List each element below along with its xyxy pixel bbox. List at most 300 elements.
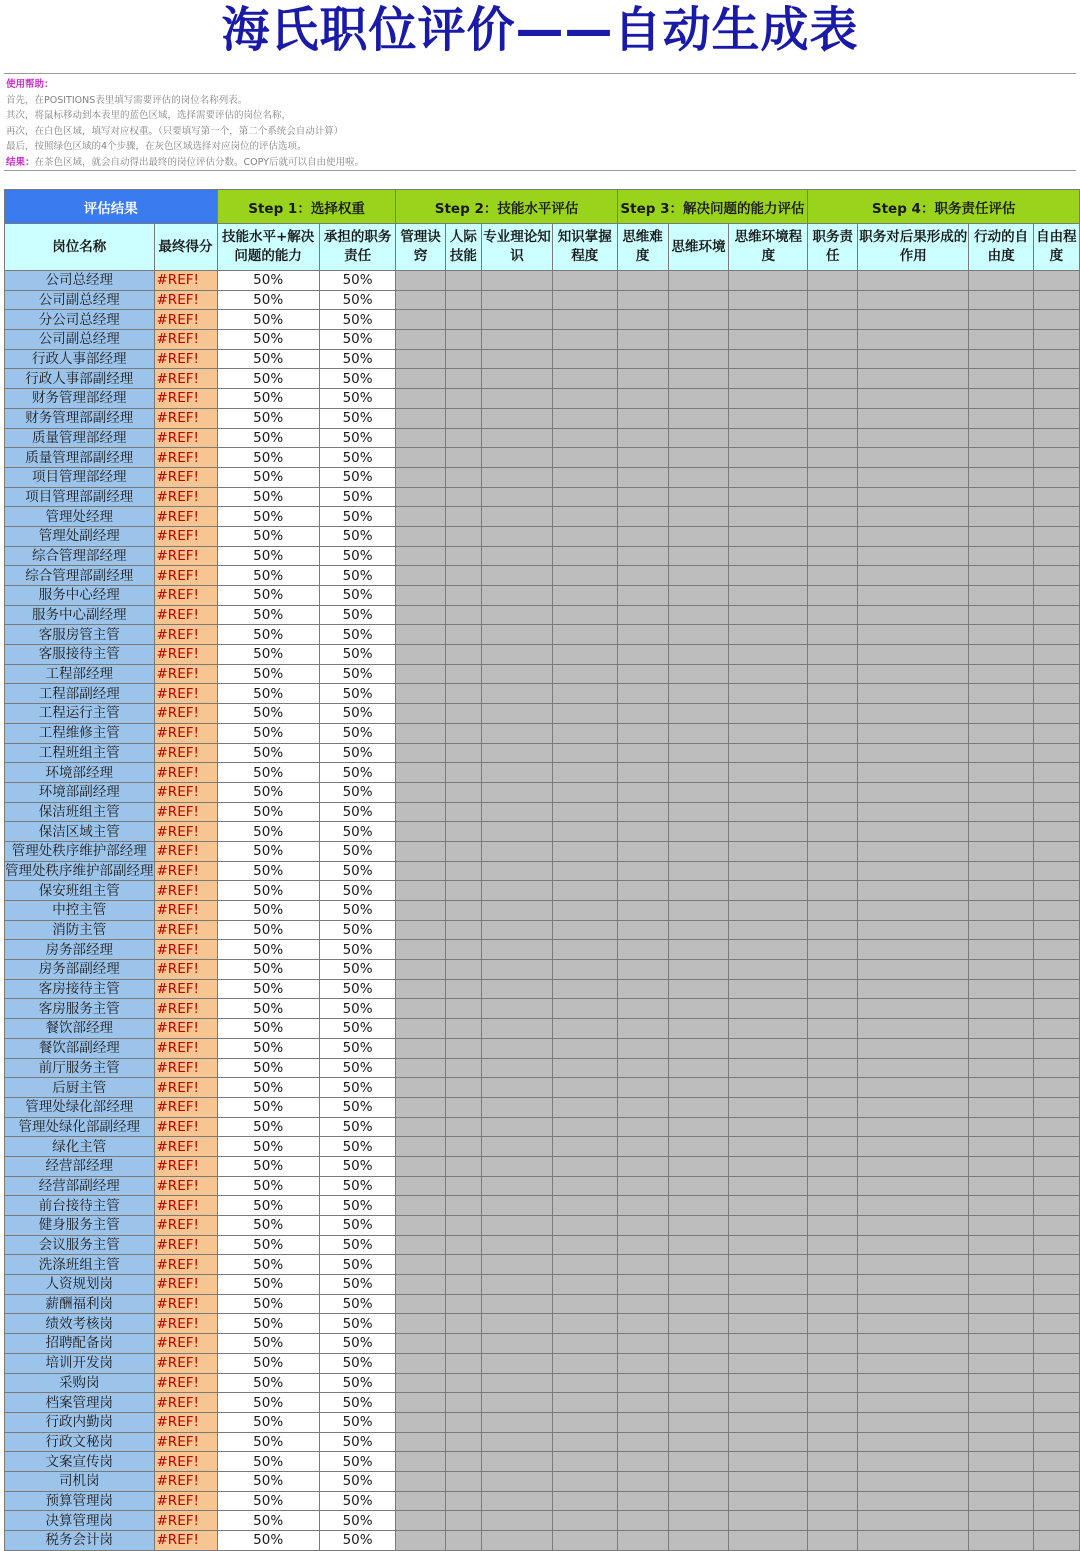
interpersonal-skill-cell[interactable] xyxy=(445,1235,481,1255)
management-knowhow-cell[interactable] xyxy=(396,861,445,881)
knowledge-mastery-cell[interactable] xyxy=(552,1156,617,1176)
thinking-environment-degree-cell[interactable] xyxy=(729,901,808,921)
professional-knowledge-cell[interactable] xyxy=(482,389,553,409)
freedom-of-action-cell[interactable] xyxy=(969,526,1034,546)
thinking-environment-degree-cell[interactable] xyxy=(729,1471,808,1491)
weight-skill-cell[interactable]: 50% xyxy=(217,349,319,369)
duty-responsibility-cell[interactable] xyxy=(808,1156,858,1176)
weight-duty-cell[interactable]: 50% xyxy=(319,684,396,704)
thinking-environment-cell[interactable] xyxy=(668,1137,729,1157)
duty-responsibility-cell[interactable] xyxy=(808,369,858,389)
management-knowhow-cell[interactable] xyxy=(396,1373,445,1393)
weight-duty-cell[interactable]: 50% xyxy=(319,605,396,625)
freedom-of-action-cell[interactable] xyxy=(969,861,1034,881)
thinking-environment-degree-cell[interactable] xyxy=(729,566,808,586)
duty-responsibility-cell[interactable] xyxy=(808,330,858,350)
interpersonal-skill-cell[interactable] xyxy=(445,763,481,783)
management-knowhow-cell[interactable] xyxy=(396,586,445,606)
freedom-of-action-cell[interactable] xyxy=(969,1432,1034,1452)
position-name-cell[interactable]: 服务中心副经理 xyxy=(5,605,155,625)
management-knowhow-cell[interactable] xyxy=(396,1294,445,1314)
management-knowhow-cell[interactable] xyxy=(396,1471,445,1491)
management-knowhow-cell[interactable] xyxy=(396,349,445,369)
freedom-of-action-cell[interactable] xyxy=(969,782,1034,802)
professional-knowledge-cell[interactable] xyxy=(482,645,553,665)
management-knowhow-cell[interactable] xyxy=(396,960,445,980)
thinking-environment-cell[interactable] xyxy=(668,1334,729,1354)
thinking-environment-cell[interactable] xyxy=(668,664,729,684)
freedom-of-action-cell[interactable] xyxy=(969,546,1034,566)
thinking-environment-degree-cell[interactable] xyxy=(729,408,808,428)
weight-skill-cell[interactable]: 50% xyxy=(217,1314,319,1334)
freedom-of-action-cell[interactable] xyxy=(969,389,1034,409)
position-name-cell[interactable]: 行政人事部副经理 xyxy=(5,369,155,389)
knowledge-mastery-cell[interactable] xyxy=(552,1314,617,1334)
management-knowhow-cell[interactable] xyxy=(396,920,445,940)
professional-knowledge-cell[interactable] xyxy=(482,1412,553,1432)
duty-responsibility-cell[interactable] xyxy=(808,349,858,369)
professional-knowledge-cell[interactable] xyxy=(482,1137,553,1157)
weight-duty-cell[interactable]: 50% xyxy=(319,1196,396,1216)
freedom-degree-cell[interactable] xyxy=(1033,1058,1079,1078)
weight-duty-cell[interactable]: 50% xyxy=(319,1294,396,1314)
professional-knowledge-cell[interactable] xyxy=(482,763,553,783)
freedom-degree-cell[interactable] xyxy=(1033,507,1079,527)
freedom-of-action-cell[interactable] xyxy=(969,684,1034,704)
thinking-environment-degree-cell[interactable] xyxy=(729,1255,808,1275)
freedom-degree-cell[interactable] xyxy=(1033,704,1079,724)
knowledge-mastery-cell[interactable] xyxy=(552,1216,617,1236)
position-name-cell[interactable]: 公司总经理 xyxy=(5,271,155,291)
weight-duty-cell[interactable]: 50% xyxy=(319,645,396,665)
management-knowhow-cell[interactable] xyxy=(396,605,445,625)
position-name-cell[interactable]: 行政文秘岗 xyxy=(5,1432,155,1452)
weight-duty-cell[interactable]: 50% xyxy=(319,1275,396,1295)
weight-skill-cell[interactable]: 50% xyxy=(217,428,319,448)
thinking-difficulty-cell[interactable] xyxy=(617,1275,668,1295)
duty-responsibility-cell[interactable] xyxy=(808,723,858,743)
freedom-degree-cell[interactable] xyxy=(1033,822,1079,842)
thinking-difficulty-cell[interactable] xyxy=(617,1373,668,1393)
duty-impact-cell[interactable] xyxy=(858,290,969,310)
thinking-difficulty-cell[interactable] xyxy=(617,1255,668,1275)
thinking-environment-degree-cell[interactable] xyxy=(729,1432,808,1452)
thinking-environment-cell[interactable] xyxy=(668,1235,729,1255)
position-name-cell[interactable]: 分公司总经理 xyxy=(5,310,155,330)
weight-skill-cell[interactable]: 50% xyxy=(217,1019,319,1039)
duty-impact-cell[interactable] xyxy=(858,704,969,724)
weight-duty-cell[interactable]: 50% xyxy=(319,1058,396,1078)
freedom-degree-cell[interactable] xyxy=(1033,881,1079,901)
knowledge-mastery-cell[interactable] xyxy=(552,940,617,960)
interpersonal-skill-cell[interactable] xyxy=(445,1117,481,1137)
freedom-degree-cell[interactable] xyxy=(1033,1373,1079,1393)
thinking-environment-degree-cell[interactable] xyxy=(729,1038,808,1058)
duty-responsibility-cell[interactable] xyxy=(808,1275,858,1295)
position-name-cell[interactable]: 会议服务主管 xyxy=(5,1235,155,1255)
weight-duty-cell[interactable]: 50% xyxy=(319,507,396,527)
management-knowhow-cell[interactable] xyxy=(396,901,445,921)
management-knowhow-cell[interactable] xyxy=(396,999,445,1019)
professional-knowledge-cell[interactable] xyxy=(482,605,553,625)
thinking-environment-cell[interactable] xyxy=(668,349,729,369)
professional-knowledge-cell[interactable] xyxy=(482,1235,553,1255)
thinking-difficulty-cell[interactable] xyxy=(617,723,668,743)
duty-responsibility-cell[interactable] xyxy=(808,1432,858,1452)
duty-impact-cell[interactable] xyxy=(858,1373,969,1393)
position-name-cell[interactable]: 项目管理部经理 xyxy=(5,467,155,487)
freedom-degree-cell[interactable] xyxy=(1033,526,1079,546)
duty-responsibility-cell[interactable] xyxy=(808,1019,858,1039)
thinking-environment-degree-cell[interactable] xyxy=(729,625,808,645)
freedom-of-action-cell[interactable] xyxy=(969,763,1034,783)
professional-knowledge-cell[interactable] xyxy=(482,1511,553,1531)
thinking-environment-degree-cell[interactable] xyxy=(729,1117,808,1137)
duty-responsibility-cell[interactable] xyxy=(808,940,858,960)
interpersonal-skill-cell[interactable] xyxy=(445,1452,481,1472)
freedom-of-action-cell[interactable] xyxy=(969,1275,1034,1295)
weight-skill-cell[interactable]: 50% xyxy=(217,1137,319,1157)
management-knowhow-cell[interactable] xyxy=(396,1097,445,1117)
duty-responsibility-cell[interactable] xyxy=(808,625,858,645)
freedom-of-action-cell[interactable] xyxy=(969,507,1034,527)
freedom-of-action-cell[interactable] xyxy=(969,408,1034,428)
duty-responsibility-cell[interactable] xyxy=(808,802,858,822)
management-knowhow-cell[interactable] xyxy=(396,1137,445,1157)
freedom-degree-cell[interactable] xyxy=(1033,546,1079,566)
position-name-cell[interactable]: 工程维修主管 xyxy=(5,723,155,743)
thinking-environment-cell[interactable] xyxy=(668,1471,729,1491)
weight-skill-cell[interactable]: 50% xyxy=(217,586,319,606)
knowledge-mastery-cell[interactable] xyxy=(552,920,617,940)
thinking-environment-degree-cell[interactable] xyxy=(729,526,808,546)
management-knowhow-cell[interactable] xyxy=(396,1038,445,1058)
interpersonal-skill-cell[interactable] xyxy=(445,1412,481,1432)
freedom-of-action-cell[interactable] xyxy=(969,723,1034,743)
freedom-degree-cell[interactable] xyxy=(1033,290,1079,310)
thinking-environment-cell[interactable] xyxy=(668,546,729,566)
weight-skill-cell[interactable]: 50% xyxy=(217,389,319,409)
position-name-cell[interactable]: 财务管理部经理 xyxy=(5,389,155,409)
knowledge-mastery-cell[interactable] xyxy=(552,310,617,330)
duty-responsibility-cell[interactable] xyxy=(808,1393,858,1413)
weight-skill-cell[interactable]: 50% xyxy=(217,1393,319,1413)
freedom-degree-cell[interactable] xyxy=(1033,1137,1079,1157)
thinking-environment-degree-cell[interactable] xyxy=(729,802,808,822)
duty-impact-cell[interactable] xyxy=(858,664,969,684)
thinking-difficulty-cell[interactable] xyxy=(617,290,668,310)
weight-skill-cell[interactable]: 50% xyxy=(217,566,319,586)
interpersonal-skill-cell[interactable] xyxy=(445,960,481,980)
interpersonal-skill-cell[interactable] xyxy=(445,1137,481,1157)
interpersonal-skill-cell[interactable] xyxy=(445,1275,481,1295)
interpersonal-skill-cell[interactable] xyxy=(445,526,481,546)
thinking-environment-degree-cell[interactable] xyxy=(729,881,808,901)
freedom-of-action-cell[interactable] xyxy=(969,881,1034,901)
thinking-environment-cell[interactable] xyxy=(668,1294,729,1314)
management-knowhow-cell[interactable] xyxy=(396,1117,445,1137)
weight-skill-cell[interactable]: 50% xyxy=(217,408,319,428)
thinking-environment-degree-cell[interactable] xyxy=(729,487,808,507)
weight-skill-cell[interactable]: 50% xyxy=(217,822,319,842)
duty-impact-cell[interactable] xyxy=(858,1078,969,1098)
thinking-difficulty-cell[interactable] xyxy=(617,389,668,409)
knowledge-mastery-cell[interactable] xyxy=(552,861,617,881)
freedom-degree-cell[interactable] xyxy=(1033,960,1079,980)
freedom-degree-cell[interactable] xyxy=(1033,861,1079,881)
duty-impact-cell[interactable] xyxy=(858,684,969,704)
interpersonal-skill-cell[interactable] xyxy=(445,1334,481,1354)
weight-duty-cell[interactable]: 50% xyxy=(319,1097,396,1117)
duty-responsibility-cell[interactable] xyxy=(808,605,858,625)
thinking-environment-degree-cell[interactable] xyxy=(729,546,808,566)
management-knowhow-cell[interactable] xyxy=(396,271,445,291)
duty-impact-cell[interactable] xyxy=(858,763,969,783)
freedom-degree-cell[interactable] xyxy=(1033,743,1079,763)
thinking-environment-cell[interactable] xyxy=(668,1117,729,1137)
freedom-of-action-cell[interactable] xyxy=(969,467,1034,487)
interpersonal-skill-cell[interactable] xyxy=(445,920,481,940)
knowledge-mastery-cell[interactable] xyxy=(552,901,617,921)
thinking-environment-degree-cell[interactable] xyxy=(729,1058,808,1078)
professional-knowledge-cell[interactable] xyxy=(482,1176,553,1196)
interpersonal-skill-cell[interactable] xyxy=(445,684,481,704)
management-knowhow-cell[interactable] xyxy=(396,1078,445,1098)
weight-duty-cell[interactable]: 50% xyxy=(319,1334,396,1354)
professional-knowledge-cell[interactable] xyxy=(482,349,553,369)
knowledge-mastery-cell[interactable] xyxy=(552,999,617,1019)
position-name-cell[interactable]: 前台接待主管 xyxy=(5,1196,155,1216)
thinking-environment-degree-cell[interactable] xyxy=(729,1156,808,1176)
position-name-cell[interactable]: 预算管理岗 xyxy=(5,1491,155,1511)
duty-responsibility-cell[interactable] xyxy=(808,290,858,310)
weight-duty-cell[interactable]: 50% xyxy=(319,763,396,783)
freedom-of-action-cell[interactable] xyxy=(969,1176,1034,1196)
weight-skill-cell[interactable]: 50% xyxy=(217,467,319,487)
thinking-environment-degree-cell[interactable] xyxy=(729,664,808,684)
duty-impact-cell[interactable] xyxy=(858,330,969,350)
weight-skill-cell[interactable]: 50% xyxy=(217,1373,319,1393)
freedom-of-action-cell[interactable] xyxy=(969,1255,1034,1275)
knowledge-mastery-cell[interactable] xyxy=(552,1452,617,1472)
duty-responsibility-cell[interactable] xyxy=(808,704,858,724)
knowledge-mastery-cell[interactable] xyxy=(552,1255,617,1275)
thinking-environment-cell[interactable] xyxy=(668,369,729,389)
professional-knowledge-cell[interactable] xyxy=(482,487,553,507)
thinking-environment-cell[interactable] xyxy=(668,1353,729,1373)
management-knowhow-cell[interactable] xyxy=(396,1275,445,1295)
position-name-cell[interactable]: 健身服务主管 xyxy=(5,1216,155,1236)
freedom-of-action-cell[interactable] xyxy=(969,1334,1034,1354)
knowledge-mastery-cell[interactable] xyxy=(552,1373,617,1393)
thinking-environment-degree-cell[interactable] xyxy=(729,841,808,861)
thinking-difficulty-cell[interactable] xyxy=(617,1156,668,1176)
duty-responsibility-cell[interactable] xyxy=(808,1078,858,1098)
position-name-cell[interactable]: 人资规划岗 xyxy=(5,1275,155,1295)
duty-responsibility-cell[interactable] xyxy=(808,1097,858,1117)
weight-skill-cell[interactable]: 50% xyxy=(217,526,319,546)
management-knowhow-cell[interactable] xyxy=(396,1255,445,1275)
weight-skill-cell[interactable]: 50% xyxy=(217,1511,319,1531)
duty-responsibility-cell[interactable] xyxy=(808,664,858,684)
position-name-cell[interactable]: 客服接待主管 xyxy=(5,645,155,665)
professional-knowledge-cell[interactable] xyxy=(482,1452,553,1472)
freedom-of-action-cell[interactable] xyxy=(969,349,1034,369)
weight-duty-cell[interactable]: 50% xyxy=(319,1353,396,1373)
freedom-of-action-cell[interactable] xyxy=(969,448,1034,468)
weight-duty-cell[interactable]: 50% xyxy=(319,349,396,369)
thinking-difficulty-cell[interactable] xyxy=(617,1471,668,1491)
knowledge-mastery-cell[interactable] xyxy=(552,979,617,999)
weight-duty-cell[interactable]: 50% xyxy=(319,1452,396,1472)
freedom-degree-cell[interactable] xyxy=(1033,1176,1079,1196)
professional-knowledge-cell[interactable] xyxy=(482,1097,553,1117)
knowledge-mastery-cell[interactable] xyxy=(552,1412,617,1432)
thinking-difficulty-cell[interactable] xyxy=(617,979,668,999)
freedom-degree-cell[interactable] xyxy=(1033,1491,1079,1511)
freedom-degree-cell[interactable] xyxy=(1033,1235,1079,1255)
thinking-difficulty-cell[interactable] xyxy=(617,1353,668,1373)
position-name-cell[interactable]: 管理处绿化部副经理 xyxy=(5,1117,155,1137)
position-name-cell[interactable]: 前厅服务主管 xyxy=(5,1058,155,1078)
thinking-difficulty-cell[interactable] xyxy=(617,664,668,684)
duty-impact-cell[interactable] xyxy=(858,1235,969,1255)
management-knowhow-cell[interactable] xyxy=(396,822,445,842)
management-knowhow-cell[interactable] xyxy=(396,290,445,310)
thinking-environment-cell[interactable] xyxy=(668,1393,729,1413)
weight-skill-cell[interactable]: 50% xyxy=(217,881,319,901)
duty-responsibility-cell[interactable] xyxy=(808,487,858,507)
freedom-degree-cell[interactable] xyxy=(1033,1314,1079,1334)
weight-skill-cell[interactable]: 50% xyxy=(217,979,319,999)
duty-impact-cell[interactable] xyxy=(858,1314,969,1334)
professional-knowledge-cell[interactable] xyxy=(482,704,553,724)
thinking-environment-cell[interactable] xyxy=(668,940,729,960)
weight-skill-cell[interactable]: 50% xyxy=(217,1058,319,1078)
thinking-difficulty-cell[interactable] xyxy=(617,901,668,921)
weight-duty-cell[interactable]: 50% xyxy=(319,1137,396,1157)
thinking-environment-degree-cell[interactable] xyxy=(729,822,808,842)
interpersonal-skill-cell[interactable] xyxy=(445,349,481,369)
management-knowhow-cell[interactable] xyxy=(396,979,445,999)
freedom-of-action-cell[interactable] xyxy=(969,999,1034,1019)
freedom-of-action-cell[interactable] xyxy=(969,1294,1034,1314)
duty-responsibility-cell[interactable] xyxy=(808,861,858,881)
weight-skill-cell[interactable]: 50% xyxy=(217,664,319,684)
duty-responsibility-cell[interactable] xyxy=(808,1511,858,1531)
thinking-environment-cell[interactable] xyxy=(668,822,729,842)
thinking-environment-cell[interactable] xyxy=(668,1491,729,1511)
weight-skill-cell[interactable]: 50% xyxy=(217,723,319,743)
knowledge-mastery-cell[interactable] xyxy=(552,802,617,822)
thinking-difficulty-cell[interactable] xyxy=(617,841,668,861)
professional-knowledge-cell[interactable] xyxy=(482,1314,553,1334)
management-knowhow-cell[interactable] xyxy=(396,408,445,428)
duty-impact-cell[interactable] xyxy=(858,408,969,428)
freedom-degree-cell[interactable] xyxy=(1033,467,1079,487)
position-name-cell[interactable]: 客房接待主管 xyxy=(5,979,155,999)
duty-impact-cell[interactable] xyxy=(858,369,969,389)
interpersonal-skill-cell[interactable] xyxy=(445,625,481,645)
interpersonal-skill-cell[interactable] xyxy=(445,546,481,566)
thinking-environment-cell[interactable] xyxy=(668,802,729,822)
duty-impact-cell[interactable] xyxy=(858,586,969,606)
duty-impact-cell[interactable] xyxy=(858,822,969,842)
thinking-environment-degree-cell[interactable] xyxy=(729,448,808,468)
duty-impact-cell[interactable] xyxy=(858,1038,969,1058)
freedom-degree-cell[interactable] xyxy=(1033,1412,1079,1432)
freedom-degree-cell[interactable] xyxy=(1033,1196,1079,1216)
position-name-cell[interactable]: 保安班组主管 xyxy=(5,881,155,901)
professional-knowledge-cell[interactable] xyxy=(482,546,553,566)
weight-skill-cell[interactable]: 50% xyxy=(217,448,319,468)
interpersonal-skill-cell[interactable] xyxy=(445,1314,481,1334)
knowledge-mastery-cell[interactable] xyxy=(552,625,617,645)
position-name-cell[interactable]: 餐饮部经理 xyxy=(5,1019,155,1039)
weight-skill-cell[interactable]: 50% xyxy=(217,1255,319,1275)
duty-responsibility-cell[interactable] xyxy=(808,979,858,999)
thinking-environment-cell[interactable] xyxy=(668,645,729,665)
weight-skill-cell[interactable]: 50% xyxy=(217,1235,319,1255)
thinking-environment-degree-cell[interactable] xyxy=(729,290,808,310)
interpersonal-skill-cell[interactable] xyxy=(445,723,481,743)
duty-responsibility-cell[interactable] xyxy=(808,841,858,861)
management-knowhow-cell[interactable] xyxy=(396,1491,445,1511)
weight-duty-cell[interactable]: 50% xyxy=(319,704,396,724)
thinking-environment-cell[interactable] xyxy=(668,782,729,802)
position-name-cell[interactable]: 培训开发岗 xyxy=(5,1353,155,1373)
position-name-cell[interactable]: 司机岗 xyxy=(5,1471,155,1491)
freedom-degree-cell[interactable] xyxy=(1033,1353,1079,1373)
freedom-degree-cell[interactable] xyxy=(1033,408,1079,428)
thinking-difficulty-cell[interactable] xyxy=(617,920,668,940)
thinking-environment-degree-cell[interactable] xyxy=(729,1531,808,1551)
thinking-environment-cell[interactable] xyxy=(668,1019,729,1039)
duty-responsibility-cell[interactable] xyxy=(808,1176,858,1196)
thinking-environment-cell[interactable] xyxy=(668,1156,729,1176)
weight-skill-cell[interactable]: 50% xyxy=(217,763,319,783)
thinking-environment-cell[interactable] xyxy=(668,1511,729,1531)
position-name-cell[interactable]: 洗涤班组主管 xyxy=(5,1255,155,1275)
knowledge-mastery-cell[interactable] xyxy=(552,960,617,980)
weight-duty-cell[interactable]: 50% xyxy=(319,1019,396,1039)
freedom-degree-cell[interactable] xyxy=(1033,841,1079,861)
interpersonal-skill-cell[interactable] xyxy=(445,1511,481,1531)
knowledge-mastery-cell[interactable] xyxy=(552,487,617,507)
interpersonal-skill-cell[interactable] xyxy=(445,664,481,684)
duty-impact-cell[interactable] xyxy=(858,861,969,881)
duty-responsibility-cell[interactable] xyxy=(808,645,858,665)
weight-duty-cell[interactable]: 50% xyxy=(319,960,396,980)
weight-skill-cell[interactable]: 50% xyxy=(217,1471,319,1491)
duty-responsibility-cell[interactable] xyxy=(808,389,858,409)
weight-skill-cell[interactable]: 50% xyxy=(217,1176,319,1196)
interpersonal-skill-cell[interactable] xyxy=(445,841,481,861)
thinking-environment-degree-cell[interactable] xyxy=(729,1373,808,1393)
duty-impact-cell[interactable] xyxy=(858,1412,969,1432)
interpersonal-skill-cell[interactable] xyxy=(445,1019,481,1039)
interpersonal-skill-cell[interactable] xyxy=(445,487,481,507)
knowledge-mastery-cell[interactable] xyxy=(552,428,617,448)
duty-responsibility-cell[interactable] xyxy=(808,428,858,448)
management-knowhow-cell[interactable] xyxy=(396,1353,445,1373)
weight-duty-cell[interactable]: 50% xyxy=(319,1531,396,1551)
freedom-degree-cell[interactable] xyxy=(1033,1038,1079,1058)
thinking-environment-cell[interactable] xyxy=(668,1038,729,1058)
thinking-difficulty-cell[interactable] xyxy=(617,1412,668,1432)
freedom-degree-cell[interactable] xyxy=(1033,1097,1079,1117)
thinking-environment-cell[interactable] xyxy=(668,526,729,546)
